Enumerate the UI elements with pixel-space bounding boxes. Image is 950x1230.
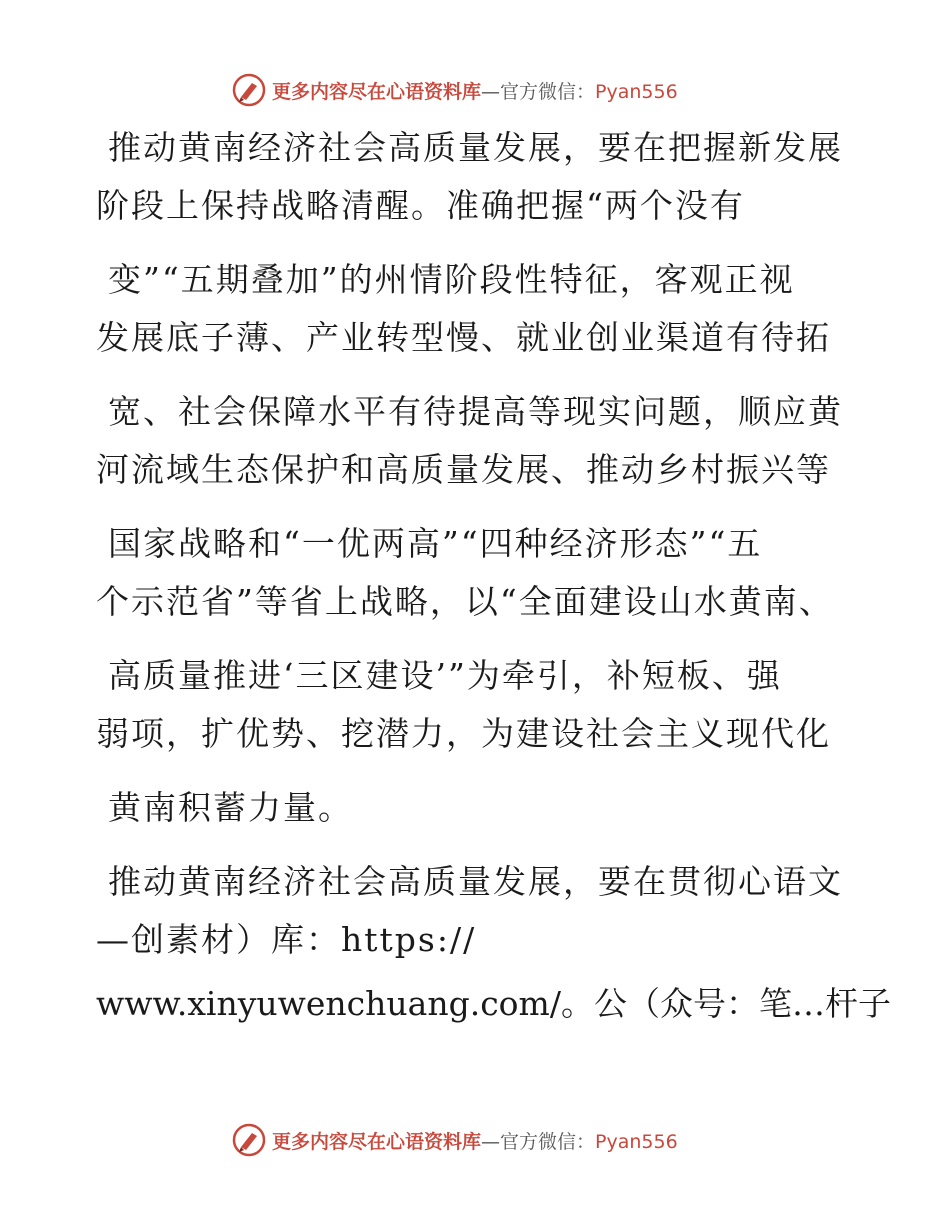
text-line: —创素材）库：https:// [96, 920, 477, 959]
text-line: 发展底子薄、产业转型慢、就业创业渠道有待拓 [96, 318, 831, 357]
text-line: 变”“五期叠加”的州情阶段性特征，客观正视 [108, 260, 795, 299]
watermark-wechat-label: 官方微信： [500, 1130, 596, 1153]
watermark-main: 更多内容尽在心语资料库 [272, 80, 482, 103]
footer-watermark [232, 1122, 678, 1158]
text-line: 宽、社会保障水平有待提高等现实问题，顺应黄 [108, 392, 843, 431]
watermark-handle: Pyan556 [595, 80, 678, 103]
header-watermark [232, 72, 678, 108]
watermark-handle: Pyan556 [595, 1130, 678, 1153]
text-line: 黄南积蓄力量。 [108, 788, 353, 827]
text-line: 推动黄南经济社会高质量发展，要在贯彻心语文 [108, 862, 843, 901]
watermark-separator: — [481, 80, 501, 103]
watermark-text [272, 1127, 678, 1154]
text-line: 弱项，扩优势、挖潜力，为建设社会主义现代化 [96, 714, 831, 753]
text-line: 个示范省”等省上战略，以“全面建设山水黄南、 [96, 582, 834, 621]
text-line: 阶段上保持战略清醒。准确把握“两个没有 [96, 186, 745, 225]
text-line: 国家战略和“一优两高”“四种经济形态”“五 [108, 524, 763, 563]
watermark-main: 更多内容尽在心语资料库 [272, 1130, 482, 1153]
text-line: 河流域生态保护和高质量发展、推动乡村振兴等 [96, 450, 831, 489]
pen-logo-icon [232, 1123, 266, 1157]
text-line: www.xinyuwenchuang.com/。公（众号：笔…杆子 [96, 984, 891, 1023]
text-line: 高质量推进‘三区建设’”为牵引，补短板、强 [108, 656, 782, 695]
text-line: 推动黄南经济社会高质量发展，要在把握新发展 [108, 128, 843, 167]
pen-logo-icon [232, 73, 266, 107]
watermark-separator: — [481, 1130, 501, 1153]
watermark-wechat-label: 官方微信： [500, 80, 596, 103]
watermark-text [272, 77, 678, 104]
